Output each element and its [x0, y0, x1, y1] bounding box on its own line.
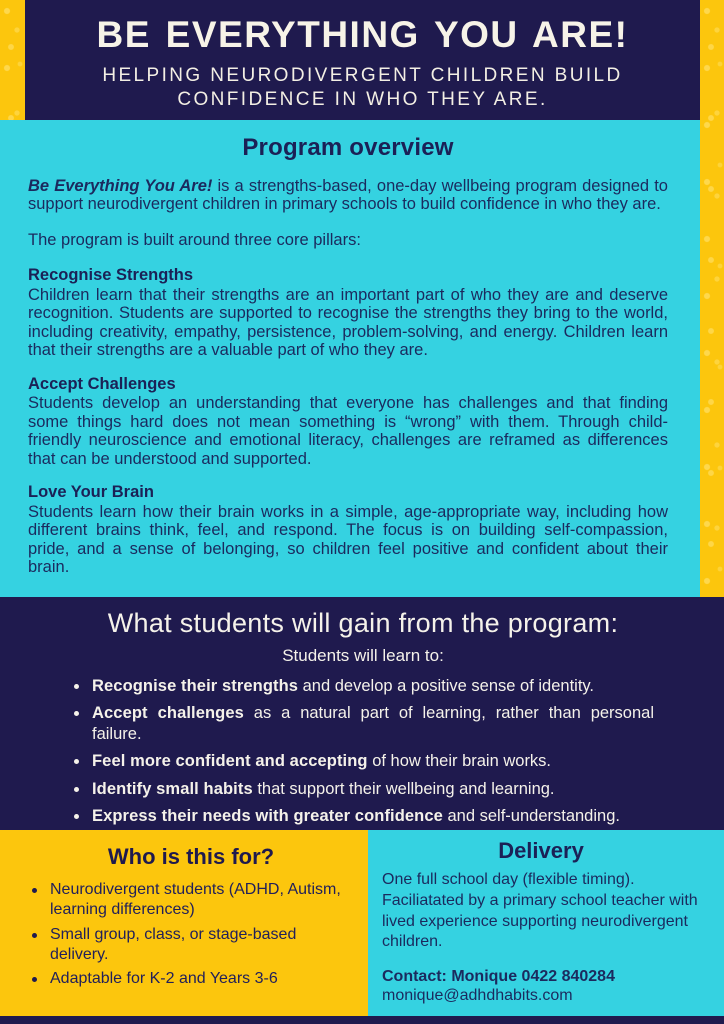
pillar-title-love-your-brain: Love Your Brain	[28, 483, 154, 502]
student-gains-heading: What students will gain from the program:	[107, 608, 619, 638]
pillar-body-love-your-brain: Students learn how their brain works in a simple, age-appropriate way, including how different brains think, feel, and respond. The focus is on building self-compassion, pride, and a sense of belonging, so children feel positive and confident about their brain.	[28, 502, 668, 576]
audience-heading: Who is this for?	[107, 844, 275, 869]
header-banner	[25, 0, 700, 120]
gain-item-text	[92, 676, 654, 696]
delivery-section	[368, 830, 724, 1016]
student-gains-subheading: Students will learn to:	[282, 646, 444, 665]
bullet-icon	[32, 977, 37, 982]
program-intro-paragraph	[28, 177, 668, 214]
delivery-heading: Delivery	[498, 838, 584, 863]
gain-item-lead: Identify small habits	[92, 779, 253, 798]
program-overview-heading: Program overview	[242, 134, 454, 161]
list-item	[72, 806, 654, 826]
list-item	[30, 925, 352, 966]
student-gains-section	[0, 597, 724, 830]
gain-item-rest: and self-understanding.	[442, 807, 620, 826]
audience-item-text: Adaptable for K-2 and Years 3-6	[50, 970, 278, 988]
list-item	[72, 779, 654, 799]
bullet-icon	[32, 933, 37, 938]
gain-item-lead: Recognise their strengths	[92, 677, 299, 695]
gain-item-text	[92, 779, 654, 799]
footer-accent-bar	[0, 1016, 724, 1024]
gain-item-text	[92, 751, 654, 771]
gain-item-rest: of how their brain works.	[367, 752, 552, 771]
gain-item-text	[92, 703, 654, 744]
pillar-title-accept-challenges: Accept Challenges	[28, 374, 176, 393]
program-name-emphasis: Be Everything You Are!	[28, 177, 213, 195]
bullet-icon	[74, 759, 79, 764]
bullet-icon	[74, 814, 79, 819]
audience-item-text: Neurodivergent students (ADHD, Autism, learning differences)	[50, 881, 341, 919]
page-subtitle: HELPING NEURODIVERGENT CHILDREN BUILD CONFIDENCE IN WHO THEY ARE.	[102, 64, 623, 110]
right-accent-strip	[700, 0, 724, 597]
bullet-icon	[74, 711, 79, 716]
audience-list	[30, 880, 352, 990]
gain-item-lead: Feel more confident and accepting	[92, 752, 368, 771]
bottom-row	[0, 830, 724, 1016]
bullet-icon	[74, 684, 79, 689]
list-item	[72, 676, 654, 696]
page-title: BE EVERYTHING YOU ARE!	[96, 14, 629, 55]
pillar-body-recognise-strengths: Children learn that their strengths are an important part of who they are and deserve recognition. Students are supported to recognise the strengths they bring to the world, including creativity, empathy, persistence, problem-solving, and energy. Children learn that their strengths are a valuable part of who they are.	[28, 285, 668, 360]
list-item	[72, 751, 654, 771]
audience-section	[0, 830, 368, 1016]
pillar-title-recognise-strengths: Recognise Strengths	[28, 266, 194, 285]
list-item	[72, 703, 654, 744]
audience-item-text: Small group, class, or stage-based delivery.	[50, 925, 297, 963]
bullet-icon	[74, 787, 79, 792]
contact-email: monique@adhdhabits.com	[382, 987, 573, 1005]
contact-phone: Contact: Monique 0422 840284	[382, 968, 615, 986]
program-intro-text: is a strengths-based, one-day wellbeing program designed to support neurodivergent children in primary schools to build confidence in who they are.	[28, 177, 668, 214]
program-overview-section	[0, 120, 700, 597]
gain-item-lead: Accept challenges	[92, 704, 244, 723]
gain-item-rest: that support their wellbeing and learning.	[252, 779, 555, 798]
bullet-icon	[32, 888, 37, 893]
list-item	[30, 969, 352, 989]
gain-item-rest: and develop a positive sense of identity.	[298, 677, 595, 695]
gain-item-lead: Express their needs with greater confidence	[92, 807, 443, 826]
student-gains-list	[72, 676, 654, 827]
gain-item-rest: as a natural part of learning, rather than personal failure.	[92, 704, 654, 743]
gain-item-text	[92, 806, 654, 826]
list-item	[30, 880, 352, 921]
pillar-body-accept-challenges: Students develop an understanding that everyone has challenges and that finding some things hard does not mean something is “wrong” with them. Through child-friendly neuroscience and emotional literacy, challenges are reframed as differences that can be understood and supported.	[28, 394, 668, 468]
header-left-accent-strip	[0, 0, 25, 120]
delivery-description: One full school day (flexible timing). Faciliatated by a primary school teacher with lived experience supporting neurodivergent children.	[382, 871, 698, 951]
pillars-lead-line: The program is built around three core pillars:	[28, 230, 361, 249]
